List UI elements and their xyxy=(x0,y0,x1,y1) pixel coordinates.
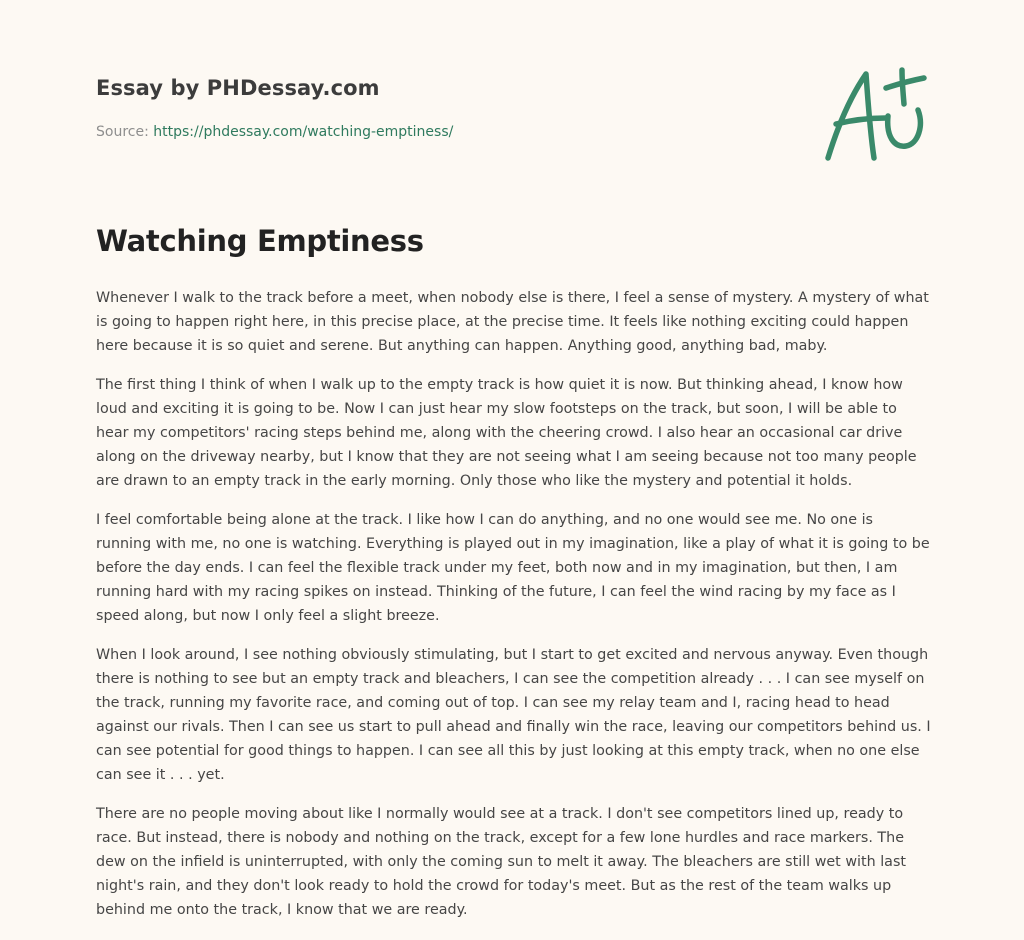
essay-paragraph: Whenever I walk to the track before a meet, when nobody else is there, I feel a sense of mystery. A mystery of what is going to happen right here, in this precise place, at the precise time. It feels like nothing exciting could happen here because it is so quiet and serene. But anything can happen. Anything good, anything bad, maby. xyxy=(96,290,929,354)
essay-paragraph: When I look around, I see nothing obviously stimulating, but I start to get excited and nervous anyway. Even though there is nothing to see but an empty track and bleachers, I can see the competition already . . . I can see myself on the track, running my favorite race, and coming out of top. I can see my relay team and I, racing head to head against our rivals. Then I can see us start to pull ahead and finally win the race, leaving our competitors behind us. I can see potential for good things to happen. I can see all this by just looking at this empty track, when no one else can see it . . . yet. xyxy=(96,647,931,783)
essay-paragraph: I feel comfortable being alone at the track. I like how I can do anything, and no one would see me. No one is running with me, no one is watching. Everything is played out in my imagination, like a play of what it is going to be before the day ends. I can feel the flexible track under my feet, both now and in my imagination, but then, I am running hard with my racing spikes on instead. Thinking of the future, I can feel the wind racing by my face as I speed along, but now I only feel a slight breeze. xyxy=(96,512,930,624)
essay-header xyxy=(96,76,796,140)
a-plus-grade-icon xyxy=(818,66,930,170)
source-line xyxy=(96,124,796,140)
essay-body xyxy=(96,286,932,937)
essay-paragraph: The first thing I think of when I walk up to the empty track is how quiet it is now. But thinking ahead, I know how loud and exciting it is going to be. Now I can just hear my slow footsteps on the track, but soon, I will be able to hear my competitors' racing steps behind me, along with the cheering crowd. I also hear an occasional car drive along on the driveway nearby, but I know that they are not seeing what I am seeing because not too many people are drawn to an empty track in the early morning. Only those who like the mystery and potential it holds. xyxy=(96,377,917,489)
source-label: Source: xyxy=(96,124,154,140)
essay-title: Watching Emptiness xyxy=(96,224,424,258)
site-brand: Essay by PHDessay.com xyxy=(96,76,380,100)
source-link[interactable]: https://phdessay.com/watching-emptiness/ xyxy=(153,124,454,140)
essay-paragraph: There are no people moving about like I normally would see at a track. I don't see competitors lined up, ready to race. But instead, there is nobody and nothing on the track, except for a few lone hurdles and race markers. The dew on the infield is uninterrupted, with only the coming sun to melt it away. The bleachers are still wet with last night's rain, and they don't look ready to hold the crowd for today's meet. But as the rest of the team walks up behind me onto the track, I know that we are ready. xyxy=(96,806,907,918)
